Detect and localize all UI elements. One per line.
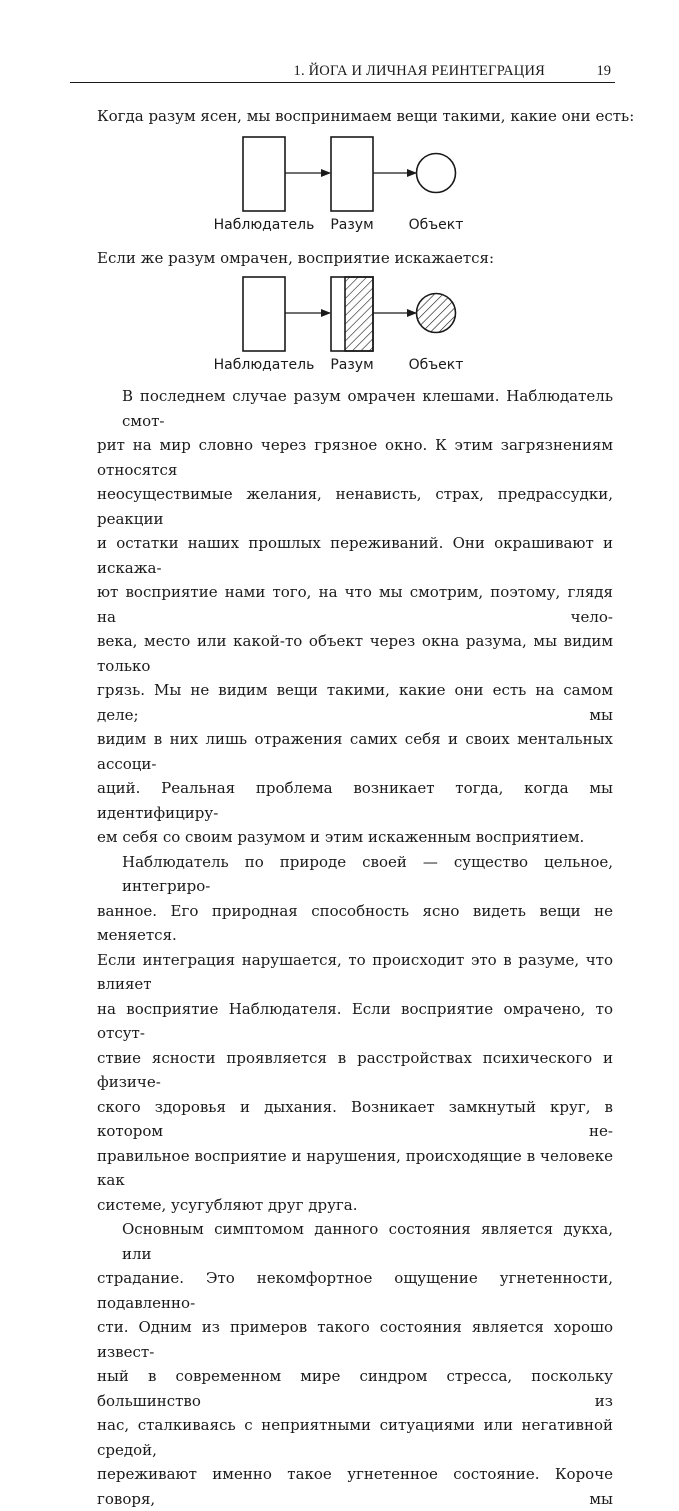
text-line: и остатки наших прошлых переживаний. Они окрашивают и искажа- bbox=[97, 534, 613, 577]
text-line: аций. Реальная проблема возникает тогда, когда мы идентифициру- bbox=[97, 779, 613, 822]
text-line: переживают именно такое угнетенное состояние. Короче говоря, мы bbox=[97, 1465, 613, 1508]
object-circle bbox=[417, 154, 456, 193]
label-mind: Разум bbox=[330, 357, 374, 373]
running-header bbox=[70, 62, 615, 83]
text-line: сти. Одним из примеров такого состояния является хорошо извест- bbox=[97, 1318, 613, 1361]
text-line: века, место или какой-то объект через окна разума, мы видим только bbox=[97, 632, 613, 675]
text-line: Основным симптомом данного состояния является дукха, или bbox=[122, 1220, 613, 1263]
text-line: В последнем случае разум омрачен клешами. Наблюдатель смот- bbox=[122, 387, 613, 430]
paragraph-1 bbox=[97, 384, 613, 850]
label-observer: Наблюдатель bbox=[213, 217, 315, 233]
text-line: ствие ясности проявляется в расстройствах психического и физиче- bbox=[97, 1048, 613, 1091]
text-line: правильное восприятие и нарушения, происходящие в человеке как bbox=[97, 1146, 613, 1189]
text-line: Наблюдатель по природе своей — существо цельное, интегриро- bbox=[122, 852, 613, 895]
text-line: страдание. Это некомфортное ощущение угнетенности, подавленно- bbox=[97, 1269, 613, 1312]
text-line: рит на мир словно через грязное окно. К этим загрязнениям относятся bbox=[97, 436, 613, 479]
paragraph-2 bbox=[97, 850, 613, 1218]
text-line: на восприятие Наблюдателя. Если восприятие омрачено, то отсут- bbox=[97, 999, 613, 1042]
body-text bbox=[97, 384, 613, 1511]
text-line: системе, усугубляют друг друга. bbox=[97, 1195, 358, 1214]
observer-box bbox=[243, 277, 285, 351]
text-line: грязь. Мы не видим вещи такими, какие они есть на самом деле; мы bbox=[97, 681, 613, 724]
text-line: видим в них лишь отражения самих себя и своих ментальных ассоци- bbox=[97, 730, 613, 773]
label-object: Объект bbox=[408, 357, 464, 373]
text-line: ванное. Его природная способность ясно видеть вещи не меняется. bbox=[97, 901, 613, 944]
text-line: Если интеграция нарушается, то происходит это в разуме, что влияет bbox=[97, 950, 613, 993]
object-circle-distorted bbox=[417, 294, 456, 333]
chapter-title: 1. ЙОГА И ЛИЧНАЯ РЕИНТЕГРАЦИЯ bbox=[293, 63, 545, 79]
mind-box bbox=[331, 137, 373, 211]
text-line: ют восприятие нами того, на что мы смотрим, поэтому, глядя на чело- bbox=[97, 583, 613, 626]
label-object: Объект bbox=[408, 217, 464, 233]
text-line: ем себя со своим разумом и этим искаженным восприятием. bbox=[97, 828, 585, 846]
mind-clouding-hatch bbox=[345, 277, 373, 351]
diagram-clear-mind bbox=[0, 130, 679, 240]
intro-clouded-mind: Если же разум омрачен, восприятие искажается: bbox=[97, 249, 495, 267]
label-mind: Разум bbox=[330, 217, 374, 233]
paragraph-3 bbox=[97, 1217, 613, 1511]
page-number: 19 bbox=[596, 63, 611, 79]
text-line: ского здоровья и дыхания. Возникает замкнутый круг, в котором не- bbox=[97, 1097, 613, 1140]
intro-clear-mind: Когда разум ясен, мы воспринимаем вещи такими, какие они есть: bbox=[97, 107, 635, 125]
label-observer: Наблюдатель bbox=[213, 357, 315, 373]
observer-box bbox=[243, 137, 285, 211]
text-line: неосуществимые желания, ненависть, страх, предрассудки, реакции bbox=[97, 485, 613, 528]
text-line: ный в современном мире синдром стресса, поскольку большинство из bbox=[97, 1367, 613, 1410]
text-line: нас, сталкиваясь с неприятными ситуациями или негативной средой, bbox=[97, 1416, 613, 1459]
diagram-clouded-mind bbox=[0, 270, 679, 380]
